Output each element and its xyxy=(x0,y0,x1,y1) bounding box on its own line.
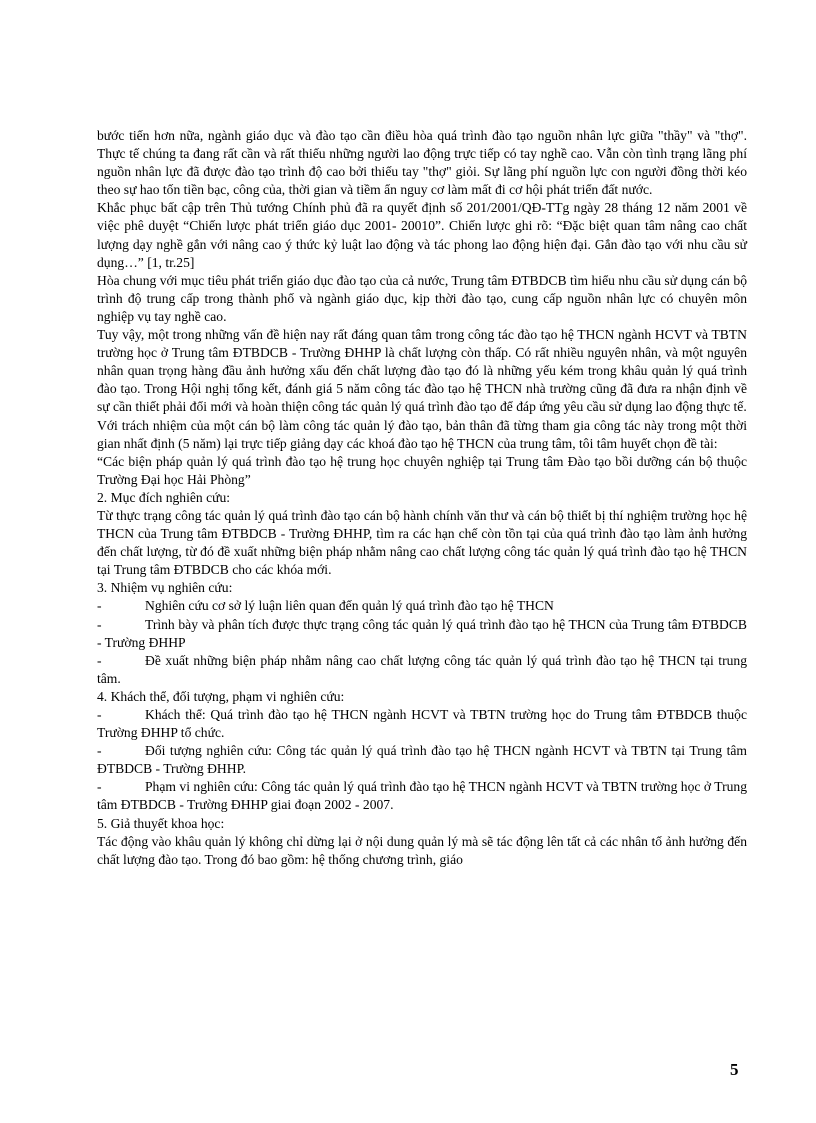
heading-section-5: 5. Giả thuyết khoa học: xyxy=(97,815,225,831)
paragraph-topic-title: “Các biện pháp quản lý quá trình đào tạo hệ trung học chuyên nghiệp tại Trung tâm Đào tạo bồi dưỡng cán bộ thuộc Trường Đại học Hải Phòng” xyxy=(97,453,747,487)
bullet-dash: - xyxy=(97,707,102,722)
paragraph-purpose: Từ thực trạng công tác quản lý quá trình đào tạo cán bộ hành chính văn thư và cán bộ thiết bị thí nghiệm trường học hệ THCN của Trung tâm ĐTBDCB - Trường ĐHHP, tìm ra các hạn chế còn tồn tại của quá trình đào tạo làm ảnh hưởng đến chất lượng, từ đó đề xuất những biện pháp nhằm nâng cao chất lượng công tác quản lý quá trình đào tạo hệ THCN tại Trung tâm ĐTBDCB cho các khóa mới. xyxy=(97,507,747,578)
list-item-text: Khách thể: Quá trình đào tạo hệ THCN ngành HCVT và TBTN trường học do Trung tâm ĐTBDCB thuộc Trường ĐHHP tổ chức. xyxy=(97,707,747,741)
paragraph-decision: Khắc phục bất cập trên Thủ tướng Chính phủ đã ra quyết định số 201/2001/QĐ-TTg ngày 28 tháng 12 năm 2001 về việc phê duyệt “Chiến lược phát triển giáo dục 2001- 20010”. Chiến lược ghi rõ: “Đặc biệt quan tâm nâng cao chất lượng dạy nghề gắn với nâng cao ý thức kỷ luật lao động và tác phong lao động hiện đại. Gắn đào tạo với nhu cầu sử dụng…” [1, tr.25] xyxy=(97,200,747,270)
list-item-task-3 xyxy=(97,652,747,688)
list-item-text: Đối tượng nghiên cứu: Công tác quản lý quá trình đào tạo hệ THCN ngành HCVT và TBTN tại Trung tâm ĐTBDCB - Trường ĐHHP. xyxy=(97,743,747,777)
paragraph-problem: Tuy vậy, một trong những vấn đề hiện nay rất đáng quan tâm trong công tác đào tạo hệ THCN ngành HCVT và TBTN trường học ở Trung tâm ĐTBDCB - Trường ĐHHP là chất lượng còn thấp. Có rất nhiều nguyên nhân, và một nguyên nhân quan trọng hàng đầu ảnh hưởng xấu đến chất lượng đào tạo đó là những yếu kém trong khâu quản lý quá trình đào tạo. Trong Hội nghị tổng kết, đánh giá 5 năm công tác đào tạo hệ THCN nhà trường cũng đã đưa ra nhận định về sự cần thiết phải đổi mới và hoàn thiện công tác quản lý quá trình đào tạo để đáp ứng yêu cầu sử dụng lao động thực tế. xyxy=(97,327,747,415)
bullet-dash: - xyxy=(97,779,102,795)
list-item-scope-3 xyxy=(97,778,747,814)
bullet-dash: - xyxy=(97,743,102,759)
list-item-text: Phạm vi nghiên cứu: Công tác quản lý quá trình đào tạo hệ THCN ngành HCVT và TBTN trường học ở Trung tâm ĐTBDCB - Trường ĐHHP giai đoạn 2002 - 2007. xyxy=(97,779,747,813)
paragraph-responsibility: Với trách nhiệm của một cán bộ làm công tác quản lý đào tạo, bản thân đã từng tham gia công tác này trong một thời gian nhất định (5 năm) lại trực tiếp giảng dạy các khoá đào tạo hệ THCN của trung tâm, tôi tâm huyết chọn đề tài: xyxy=(97,417,747,451)
list-item-task-2 xyxy=(97,616,747,652)
heading-section-4: 4. Khách thể, đối tượng, phạm vi nghiên cứu: xyxy=(97,688,345,704)
bullet-dash: - xyxy=(97,598,102,614)
list-item-text: Nghiên cứu cơ sở lý luận liên quan đến quản lý quá trình đào tạo hệ THCN xyxy=(145,598,554,614)
list-item-task-1 xyxy=(97,597,747,615)
document-body xyxy=(97,127,747,869)
paragraph-intro: bước tiến hơn nữa, ngành giáo dục và đào tạo cần điều hòa quá trình đào tạo nguồn nhân lực giữa "thầy" và "thợ". Thực tế chúng ta đang rất cần và rất thiếu những người lao động trực tiếp có tay nghề cao. Vẫn còn tình trạng lãng phí nguồn nhân lực đã được đào tạo trình độ cao bởi thiếu tay "thợ" giỏi. Sự lãng phí nguồn lực con người đồng thời kéo theo sự hao tốn tiền bạc, công của, thời gian và tiềm ẩn nguy cơ làm mất đi cơ hội phát triển đất nước. xyxy=(97,128,747,198)
paragraph-hypothesis: Tác động vào khâu quản lý không chỉ dừng lại ở nội dung quản lý mà sẽ tác động lên tất cả các nhân tố ảnh hưởng đến chất lượng đào tạo. Trong đó bao gồm: hệ thống chương trình, giáo xyxy=(97,833,747,867)
heading-section-3: 3. Nhiệm vụ nghiên cứu: xyxy=(97,580,233,596)
page-number: 5 xyxy=(730,1060,739,1079)
list-item-scope-2 xyxy=(97,742,747,778)
heading-section-2: 2. Mục đích nghiên cứu: xyxy=(97,489,231,505)
list-item-scope-1 xyxy=(97,706,747,742)
list-item-text: Trình bày và phân tích được thực trạng công tác quản lý quá trình đào tạo hệ THCN của Trung tâm ĐTBDCB - Trường ĐHHP xyxy=(97,616,747,650)
bullet-dash: - xyxy=(97,616,102,632)
bullet-dash: - xyxy=(97,652,102,668)
paragraph-goal: Hòa chung với mục tiêu phát triển giáo dục đào tạo của cả nước, Trung tâm ĐTBDCB tìm hiểu nhu cầu sử dụng cán bộ trình độ trung cấp trong thành phố và ngành giáo dục, kịp thời đào tạo, cung cấp nguồn nhân lực có chuyên môn nghiệp vụ tay nghề cao. xyxy=(97,272,747,324)
list-item-text: Đề xuất những biện pháp nhằm nâng cao chất lượng công tác quản lý quá trình đào tạo hệ THCN tại trung tâm. xyxy=(97,652,747,686)
